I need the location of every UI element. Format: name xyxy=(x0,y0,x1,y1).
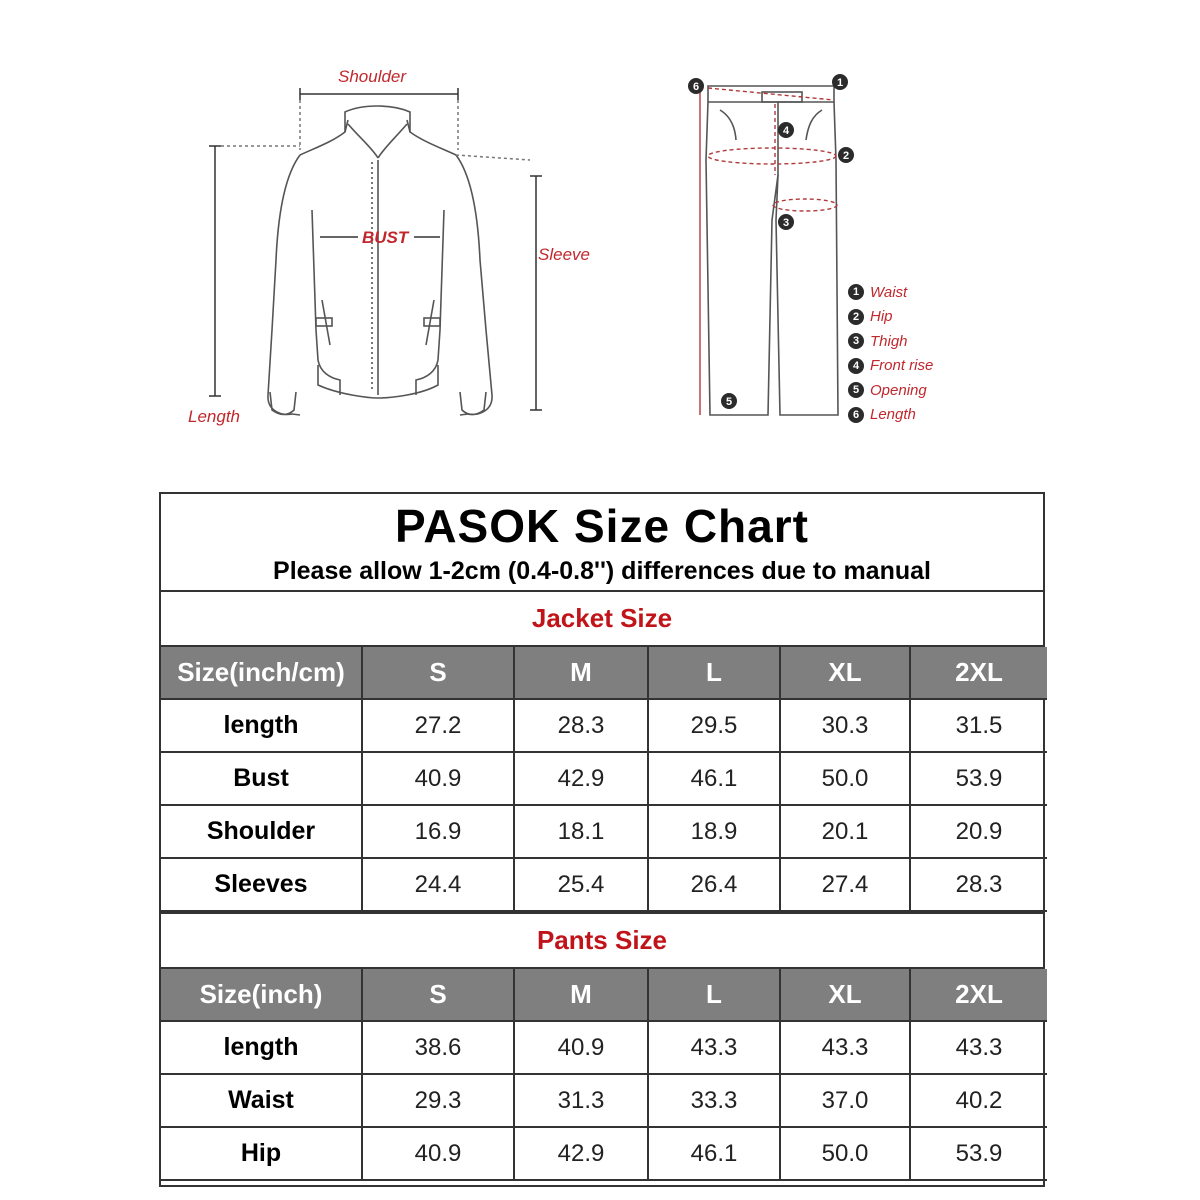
header-cell: L xyxy=(648,969,780,1021)
table-cell: 16.9 xyxy=(362,805,514,858)
legend-item-hip xyxy=(848,305,988,330)
legend-label: Opening xyxy=(870,381,927,399)
table-cell: 31.5 xyxy=(910,699,1047,752)
table-cell: 24.4 xyxy=(362,858,514,911)
chart-title: PASOK Size Chart xyxy=(395,500,809,552)
header-cell: XL xyxy=(780,969,910,1021)
legend-label: Thigh xyxy=(870,332,908,350)
header-cell: Size(inch/cm) xyxy=(161,647,362,699)
row-label: length xyxy=(161,699,362,752)
table-row xyxy=(161,1074,1047,1127)
table-cell: 29.5 xyxy=(648,699,780,752)
table-cell: 40.9 xyxy=(362,1127,514,1180)
table-cell: 40.9 xyxy=(362,752,514,805)
table-cell: 43.3 xyxy=(910,1021,1047,1074)
table-cell: 28.3 xyxy=(514,699,648,752)
table-row xyxy=(161,752,1047,805)
table-cell: 38.6 xyxy=(362,1021,514,1074)
table-cell: 53.9 xyxy=(910,1127,1047,1180)
row-label: Bust xyxy=(161,752,362,805)
legend-number: 2 xyxy=(848,309,864,325)
legend-label: Hip xyxy=(870,308,893,326)
table-cell: 18.1 xyxy=(514,805,648,858)
header-cell: S xyxy=(362,647,514,699)
legend-item-thigh xyxy=(848,329,988,354)
marker-6-text: 6 xyxy=(692,81,700,93)
table-cell: 25.4 xyxy=(514,858,648,911)
table-cell: 37.0 xyxy=(780,1074,910,1127)
jacket-size-table xyxy=(161,647,1047,912)
legend-item-opening xyxy=(848,378,988,403)
table-cell: 40.9 xyxy=(514,1021,648,1074)
table-cell: 42.9 xyxy=(514,1127,648,1180)
shoulder-label: Shoulder xyxy=(338,67,407,86)
table-cell: 18.9 xyxy=(648,805,780,858)
row-label: length xyxy=(161,1021,362,1074)
pants-section-title: Pants Size xyxy=(161,912,1043,969)
table-row xyxy=(161,699,1047,752)
pants-illustration xyxy=(706,86,838,415)
pants-legend xyxy=(848,280,988,427)
table-cell: 20.1 xyxy=(780,805,910,858)
jacket-section-title: Jacket Size xyxy=(161,592,1043,647)
header-cell: M xyxy=(514,969,648,1021)
sleeve-label: Sleeve xyxy=(538,245,590,264)
table-cell: 31.3 xyxy=(514,1074,648,1127)
marker-5-text: 5 xyxy=(725,396,733,408)
header-cell: S xyxy=(362,969,514,1021)
legend-label: Front rise xyxy=(870,357,934,375)
table-row xyxy=(161,858,1047,911)
table-cell: 40.2 xyxy=(910,1074,1047,1127)
marker-3-text: 3 xyxy=(782,217,790,229)
table-header-row xyxy=(161,647,1047,699)
legend-label: Waist xyxy=(870,283,908,301)
table-cell: 43.3 xyxy=(780,1021,910,1074)
length-label: Length xyxy=(188,407,240,426)
size-chart xyxy=(159,492,1045,1187)
table-cell: 42.9 xyxy=(514,752,648,805)
table-cell: 20.9 xyxy=(910,805,1047,858)
legend-item-front-rise xyxy=(848,354,988,379)
table-cell: 53.9 xyxy=(910,752,1047,805)
header-cell: XL xyxy=(780,647,910,699)
legend-item-length xyxy=(848,403,988,428)
table-row xyxy=(161,1021,1047,1074)
marker-1-text: 1 xyxy=(836,77,844,89)
table-cell: 50.0 xyxy=(780,1127,910,1180)
table-cell: 33.3 xyxy=(648,1074,780,1127)
legend-label: Length xyxy=(870,406,916,424)
header-cell: Size(inch) xyxy=(161,969,362,1021)
row-label: Hip xyxy=(161,1127,362,1180)
legend-number: 1 xyxy=(848,284,864,300)
marker-2-text: 2 xyxy=(842,150,850,162)
header-cell: M xyxy=(514,647,648,699)
table-cell: 30.3 xyxy=(780,699,910,752)
bust-label: BUST xyxy=(362,228,409,247)
chart-subtitle: Please allow 1-2cm (0.4-0.8'') differences due to manual xyxy=(273,557,931,585)
row-label: Shoulder xyxy=(161,805,362,858)
table-cell: 46.1 xyxy=(648,752,780,805)
header-cell: 2XL xyxy=(910,969,1047,1021)
legend-number: 4 xyxy=(848,358,864,374)
legend-number: 3 xyxy=(848,333,864,349)
table-row xyxy=(161,805,1047,858)
jacket-illustration xyxy=(268,106,492,415)
table-cell: 43.3 xyxy=(648,1021,780,1074)
table-cell: 26.4 xyxy=(648,858,780,911)
table-row xyxy=(161,1127,1047,1180)
table-cell: 29.3 xyxy=(362,1074,514,1127)
table-cell: 27.4 xyxy=(780,858,910,911)
row-label: Sleeves xyxy=(161,858,362,911)
header-cell: L xyxy=(648,647,780,699)
table-cell: 28.3 xyxy=(910,858,1047,911)
jacket-measure-lines xyxy=(209,88,542,410)
table-cell: 46.1 xyxy=(648,1127,780,1180)
chart-title-block xyxy=(161,494,1043,592)
marker-4-text: 4 xyxy=(782,125,790,137)
table-cell: 50.0 xyxy=(780,752,910,805)
row-label: Waist xyxy=(161,1074,362,1127)
diagram-svg xyxy=(0,0,1200,470)
table-header-row xyxy=(161,969,1047,1021)
legend-number: 6 xyxy=(848,407,864,423)
legend-item-waist xyxy=(848,280,988,305)
table-cell: 27.2 xyxy=(362,699,514,752)
header-cell: 2XL xyxy=(910,647,1047,699)
measurement-diagrams xyxy=(0,0,1200,470)
legend-number: 5 xyxy=(848,382,864,398)
pants-size-table xyxy=(161,969,1047,1181)
